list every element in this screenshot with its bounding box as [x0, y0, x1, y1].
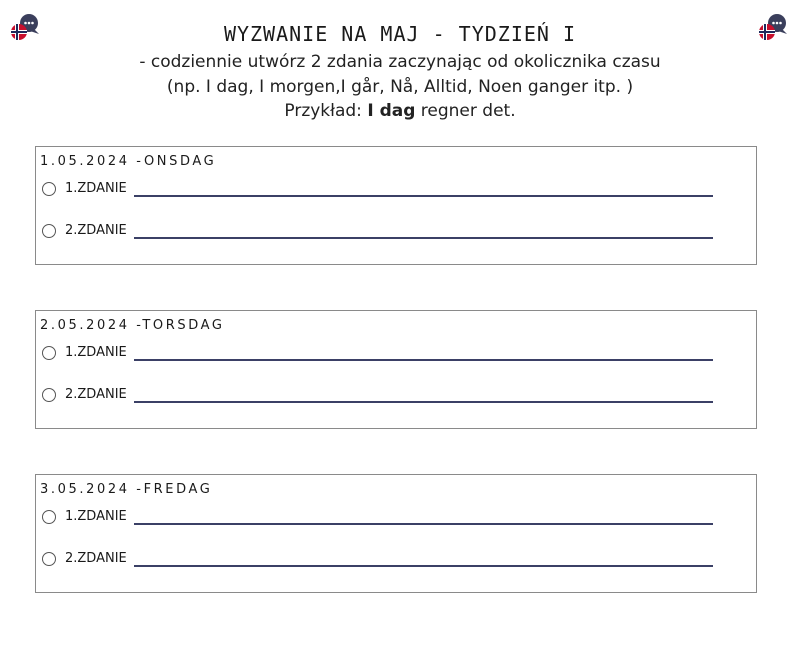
- sentence-row: [42, 387, 718, 407]
- sentence-row: [42, 551, 718, 571]
- answer-line[interactable]: [134, 401, 713, 403]
- answer-line[interactable]: [134, 195, 713, 197]
- sentence-label: 1.ZDANIE: [65, 181, 127, 196]
- sentence-row: [42, 509, 718, 529]
- sentence-radio[interactable]: [42, 182, 56, 196]
- sentence-label: 1.ZDANIE: [65, 509, 127, 524]
- page-title: WYZWANIE NA MAJ - TYDZIEŃ I: [223, 22, 577, 46]
- day-title: 1.05.2024 -ONSDAG: [40, 154, 217, 169]
- example-prefix: Przykład:: [284, 101, 368, 121]
- sentence-radio[interactable]: [42, 224, 56, 238]
- sentence-label: 1.ZDANIE: [65, 345, 127, 360]
- day-card: [35, 310, 757, 429]
- sentence-label: 2.ZDANIE: [65, 387, 127, 402]
- answer-line[interactable]: [134, 359, 713, 361]
- example-bold: I dag: [367, 101, 416, 121]
- answer-line[interactable]: [134, 565, 713, 567]
- day-card: [35, 146, 757, 265]
- day-title: 2.05.2024 -TORSDAG: [40, 318, 225, 333]
- example-rest: regner det.: [415, 101, 516, 121]
- sentence-row: [42, 181, 718, 201]
- sentence-radio[interactable]: [42, 388, 56, 402]
- sentence-row: [42, 345, 718, 365]
- day-title: 3.05.2024 -FREDAG: [40, 482, 213, 497]
- sentence-radio[interactable]: [42, 510, 56, 524]
- sentence-label: 2.ZDANIE: [65, 223, 127, 238]
- sentence-radio[interactable]: [42, 552, 56, 566]
- answer-line[interactable]: [134, 237, 713, 239]
- instruction-text: - codziennie utwórz 2 zdania zaczynając od okolicznika czasu: [139, 52, 661, 72]
- sentence-row: [42, 223, 718, 243]
- sentence-radio[interactable]: [42, 346, 56, 360]
- answer-line[interactable]: [134, 523, 713, 525]
- day-card: [35, 474, 757, 593]
- examples-text: (np. I dag, I morgen,I går, Nå, Alltid, Noen ganger itp. ): [166, 77, 634, 97]
- example-sentence: [0, 101, 800, 121]
- sentence-label: 2.ZDANIE: [65, 551, 127, 566]
